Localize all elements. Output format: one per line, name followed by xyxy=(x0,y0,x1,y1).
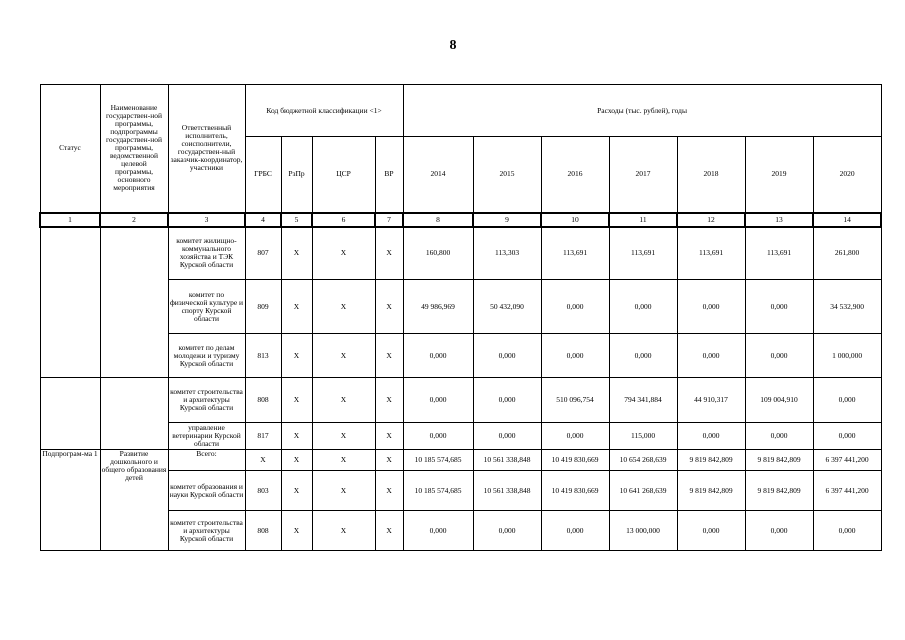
col-number: 10 xyxy=(541,213,609,227)
table-row xyxy=(40,450,881,471)
executor-cell: комитет жилищно-коммунального хозяйства и ТЭК Курской области xyxy=(168,227,245,280)
col-number: 7 xyxy=(375,213,403,227)
vr-cell: X xyxy=(375,280,403,334)
grbs-cell: 803 xyxy=(245,471,281,511)
col-number: 9 xyxy=(473,213,541,227)
executor-cell: Всего: xyxy=(168,450,245,471)
header-rzpr: РзПр xyxy=(281,137,312,213)
csr-cell: X xyxy=(312,378,375,423)
col-number: 1 xyxy=(40,213,100,227)
expense-value-cell: 160,800 xyxy=(403,227,473,280)
rzpr-cell: X xyxy=(281,450,312,471)
expense-value-cell: 794 341,884 xyxy=(609,378,677,423)
expense-value-cell: 10 561 338,848 xyxy=(473,450,541,471)
table-row xyxy=(40,378,881,423)
expense-value-cell: 0,000 xyxy=(745,280,813,334)
expense-value-cell: 10 561 338,848 xyxy=(473,471,541,511)
expense-value-cell: 0,000 xyxy=(541,280,609,334)
csr-cell: X xyxy=(312,334,375,378)
rzpr-cell: X xyxy=(281,378,312,423)
expense-value-cell: 13 000,000 xyxy=(609,511,677,551)
expense-value-cell: 0,000 xyxy=(541,511,609,551)
col-number: 6 xyxy=(312,213,375,227)
expense-value-cell: 510 096,754 xyxy=(541,378,609,423)
col-number: 13 xyxy=(745,213,813,227)
table-row xyxy=(40,227,881,280)
col-number: 11 xyxy=(609,213,677,227)
expense-value-cell: 9 819 842,809 xyxy=(677,471,745,511)
vr-cell: X xyxy=(375,423,403,450)
col-number: 4 xyxy=(245,213,281,227)
header-program-name: Наименование государствен-ной программы, подпрограммы государствен-ной программы, ведомственной целевой программы, основного мероприятия xyxy=(100,85,168,213)
expense-value-cell: 113,691 xyxy=(677,227,745,280)
header-budget-code: Код бюджетной классификации <1> xyxy=(245,85,403,137)
expense-value-cell: 6 397 441,200 xyxy=(813,471,881,511)
expense-value-cell: 10 419 830,669 xyxy=(541,450,609,471)
column-number-row xyxy=(40,213,881,227)
executor-cell: управление ветеринарии Курской области xyxy=(168,423,245,450)
expense-value-cell: 10 654 268,639 xyxy=(609,450,677,471)
status-cell: Подпрограм-ма 1 xyxy=(40,450,100,551)
col-number: 14 xyxy=(813,213,881,227)
expense-value-cell: 0,000 xyxy=(541,423,609,450)
expense-value-cell: 44 910,317 xyxy=(677,378,745,423)
expense-value-cell: 34 532,900 xyxy=(813,280,881,334)
expense-value-cell: 10 185 574,685 xyxy=(403,450,473,471)
expense-value-cell: 0,000 xyxy=(473,511,541,551)
header-year: 2019 xyxy=(745,137,813,213)
page-number: 8 xyxy=(449,38,457,53)
rzpr-cell: X xyxy=(281,280,312,334)
header-grbs: ГРБС xyxy=(245,137,281,213)
vr-cell: X xyxy=(375,471,403,511)
header-year: 2018 xyxy=(677,137,745,213)
header-executor: Ответственный исполнитель, соисполнители, государствен-ный заказчик-координатор, участники xyxy=(168,85,245,213)
expense-value-cell: 0,000 xyxy=(677,334,745,378)
expense-value-cell: 0,000 xyxy=(609,280,677,334)
col-number: 2 xyxy=(100,213,168,227)
executor-cell: комитет по делам молодежи и туризму Курской области xyxy=(168,334,245,378)
expense-value-cell: 0,000 xyxy=(473,334,541,378)
vr-cell: X xyxy=(375,378,403,423)
csr-cell: X xyxy=(312,227,375,280)
status-cell xyxy=(40,378,100,450)
expense-value-cell: 0,000 xyxy=(813,511,881,551)
expense-value-cell: 9 819 842,809 xyxy=(677,450,745,471)
expense-value-cell: 0,000 xyxy=(677,280,745,334)
expense-value-cell: 10 641 268,639 xyxy=(609,471,677,511)
executor-cell: комитет по физической культуре и спорту Курской области xyxy=(168,280,245,334)
expense-value-cell: 113,691 xyxy=(745,227,813,280)
program-name-cell xyxy=(100,227,168,378)
grbs-cell: 807 xyxy=(245,227,281,280)
expense-value-cell: 10 185 574,685 xyxy=(403,471,473,511)
grbs-cell: 817 xyxy=(245,423,281,450)
expense-value-cell: 50 432,090 xyxy=(473,280,541,334)
rzpr-cell: X xyxy=(281,511,312,551)
vr-cell: X xyxy=(375,511,403,551)
expense-value-cell: 113,303 xyxy=(473,227,541,280)
grbs-cell: 808 xyxy=(245,378,281,423)
header-year: 2017 xyxy=(609,137,677,213)
header-status: Статус xyxy=(40,85,100,213)
rzpr-cell: X xyxy=(281,423,312,450)
header-vr: ВР xyxy=(375,137,403,213)
expense-value-cell: 0,000 xyxy=(403,334,473,378)
grbs-cell: 813 xyxy=(245,334,281,378)
csr-cell: X xyxy=(312,450,375,471)
csr-cell: X xyxy=(312,471,375,511)
expense-value-cell: 0,000 xyxy=(813,423,881,450)
executor-cell: комитет строительства и архитектуры Курской области xyxy=(168,511,245,551)
col-number: 3 xyxy=(168,213,245,227)
expense-value-cell: 113,691 xyxy=(609,227,677,280)
header-expenses: Расходы (тыс. рублей), годы xyxy=(403,85,881,137)
expense-value-cell: 0,000 xyxy=(473,423,541,450)
csr-cell: X xyxy=(312,511,375,551)
expense-value-cell: 9 819 842,809 xyxy=(745,450,813,471)
expense-value-cell: 261,800 xyxy=(813,227,881,280)
expense-value-cell: 0,000 xyxy=(541,334,609,378)
status-cell xyxy=(40,227,100,378)
grbs-cell: X xyxy=(245,450,281,471)
budget-table xyxy=(39,84,882,551)
header-year: 2020 xyxy=(813,137,881,213)
expense-value-cell: 115,000 xyxy=(609,423,677,450)
expense-value-cell: 10 419 830,669 xyxy=(541,471,609,511)
expense-value-cell: 109 004,910 xyxy=(745,378,813,423)
expense-value-cell: 49 986,969 xyxy=(403,280,473,334)
vr-cell: X xyxy=(375,334,403,378)
expense-value-cell: 0,000 xyxy=(609,334,677,378)
expense-value-cell: 0,000 xyxy=(813,378,881,423)
expense-value-cell: 0,000 xyxy=(403,423,473,450)
expense-value-cell: 113,691 xyxy=(541,227,609,280)
rzpr-cell: X xyxy=(281,227,312,280)
expense-value-cell: 1 000,000 xyxy=(813,334,881,378)
vr-cell: X xyxy=(375,450,403,471)
grbs-cell: 808 xyxy=(245,511,281,551)
expense-value-cell: 0,000 xyxy=(745,423,813,450)
col-number: 12 xyxy=(677,213,745,227)
header-row-top xyxy=(40,85,881,137)
executor-cell: комитет строительства и архитектуры Курской области xyxy=(168,378,245,423)
program-name-cell xyxy=(100,378,168,450)
rzpr-cell: X xyxy=(281,334,312,378)
expense-value-cell: 6 397 441,200 xyxy=(813,450,881,471)
col-number: 5 xyxy=(281,213,312,227)
expense-value-cell: 0,000 xyxy=(403,378,473,423)
program-name-cell: Развитие дошкольного и общего образования детей xyxy=(100,450,168,551)
rzpr-cell: X xyxy=(281,471,312,511)
expense-value-cell: 0,000 xyxy=(745,511,813,551)
expense-value-cell: 0,000 xyxy=(677,511,745,551)
vr-cell: X xyxy=(375,227,403,280)
csr-cell: X xyxy=(312,280,375,334)
header-year: 2015 xyxy=(473,137,541,213)
expense-value-cell: 9 819 842,809 xyxy=(745,471,813,511)
header-year: 2016 xyxy=(541,137,609,213)
csr-cell: X xyxy=(312,423,375,450)
expense-value-cell: 0,000 xyxy=(745,334,813,378)
executor-cell: комитет образования и науки Курской области xyxy=(168,471,245,511)
grbs-cell: 809 xyxy=(245,280,281,334)
header-year: 2014 xyxy=(403,137,473,213)
expense-value-cell: 0,000 xyxy=(403,511,473,551)
expense-value-cell: 0,000 xyxy=(473,378,541,423)
expense-value-cell: 0,000 xyxy=(677,423,745,450)
header-csr: ЦСР xyxy=(312,137,375,213)
col-number: 8 xyxy=(403,213,473,227)
